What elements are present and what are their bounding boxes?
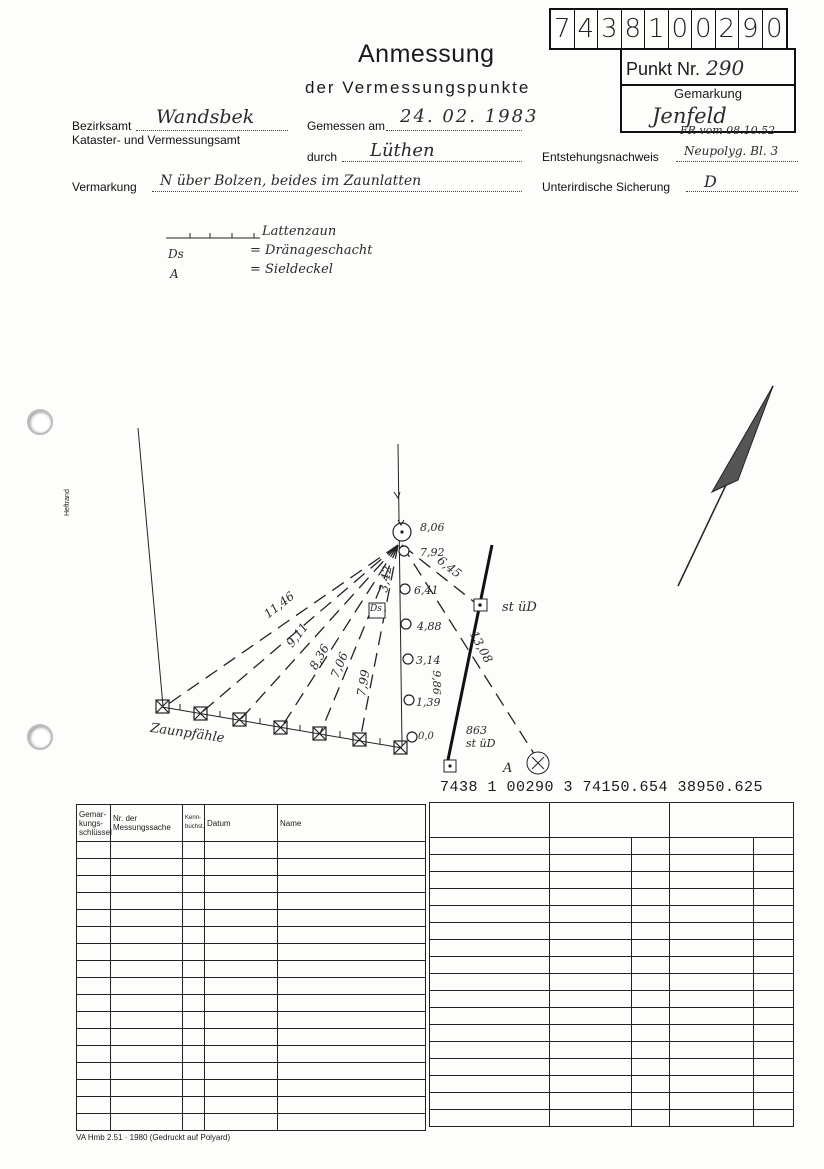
- sicherung-value: D: [704, 172, 717, 191]
- id-digit: 0: [669, 10, 693, 48]
- distance-6-45: 6,45: [434, 553, 465, 581]
- table-row: [430, 923, 794, 940]
- id-digit: 7: [551, 10, 575, 48]
- sicherung-label: Unterirdische Sicherung: [542, 180, 671, 194]
- id-digit: 2: [716, 10, 740, 48]
- st-ud-top-label: st üD: [502, 600, 537, 615]
- table-row: [430, 906, 794, 923]
- amt-label: Kataster- und Vermessungsamt: [72, 133, 241, 147]
- legend-symbol-3: A: [170, 267, 179, 281]
- header-name: Name: [278, 805, 426, 842]
- table-row: [430, 1093, 794, 1110]
- table-row: [430, 855, 794, 872]
- durch-label: durch: [307, 150, 338, 164]
- id-digit: 9: [739, 10, 763, 48]
- gemessen-value: 24. 02. 1983: [400, 106, 539, 127]
- a-label: A: [503, 761, 513, 776]
- ds-label: Ds: [370, 604, 382, 614]
- chainage-6: 0,0: [418, 731, 434, 742]
- chainage-3: 4,88: [417, 620, 442, 633]
- id-digit: 8: [622, 10, 646, 48]
- id-digit: 3: [598, 10, 622, 48]
- table-row: [77, 1012, 426, 1029]
- table-row: [77, 842, 426, 859]
- table-row: [77, 1080, 426, 1097]
- gemarkung-value: Jenfeld: [652, 104, 727, 128]
- table-row: [430, 974, 794, 991]
- legend-text-3: = Sieldeckel: [250, 262, 333, 277]
- id-digit: 4: [575, 10, 599, 48]
- table-row: [430, 1059, 794, 1076]
- table-row: [430, 872, 794, 889]
- header-datum: Datum: [205, 805, 278, 842]
- table-row: [77, 995, 426, 1012]
- distance-9-11: 9,11: [283, 620, 312, 650]
- table-row: [430, 957, 794, 974]
- distance-8-36: 8,36: [306, 641, 333, 673]
- chainage-1: 7,92: [420, 546, 445, 559]
- legend-text-1: Lattenzaun: [262, 224, 337, 239]
- table-row: [77, 1063, 426, 1080]
- distance-7-06: 7,06: [327, 649, 351, 681]
- st-ud-bottom-label: 863 st üD: [466, 724, 496, 750]
- table-row: [77, 1114, 426, 1131]
- distance-13-08: 13,08: [466, 628, 496, 666]
- fr-note: FR vom 08.10.52: [680, 124, 776, 137]
- table-row: [430, 1110, 794, 1127]
- id-digit: 0: [692, 10, 716, 48]
- punkt-value: 290: [706, 56, 745, 80]
- table-row: [77, 1097, 426, 1114]
- table-row: [77, 1046, 426, 1063]
- gemessen-label: Gemessen am: [307, 119, 386, 133]
- left-register-table: [76, 804, 426, 1131]
- page-title: Anmessung: [358, 40, 495, 68]
- table-row: [77, 910, 426, 927]
- table-row: [430, 803, 794, 838]
- zaunpfaehle-label: Zaunpfähle: [149, 720, 226, 747]
- id-digit: 0: [765, 14, 783, 44]
- bezirksamt-value: Wandsbek: [156, 106, 255, 128]
- table-row: [430, 1025, 794, 1042]
- heftrand-label: Heftrand: [64, 489, 71, 516]
- entstehung-value: Neupolyg. Bl. 3: [684, 144, 779, 158]
- table-row: [430, 991, 794, 1008]
- distance-7-99: 7,99: [354, 668, 373, 698]
- durch-value: Lüthen: [370, 140, 435, 161]
- chainage-4: 3,14: [416, 654, 441, 667]
- distance-9-86: 9,86: [429, 670, 443, 695]
- punkt-label: Punkt Nr.: [626, 59, 701, 79]
- table-row: [430, 940, 794, 957]
- page-subtitle: der Vermessungspunkte: [305, 78, 531, 97]
- legend-text-2: = Dränageschacht: [250, 243, 373, 258]
- table-row: [77, 876, 426, 893]
- header-gemarkung: Gemar-kungs-schlüssel: [77, 805, 111, 842]
- header-kennbuchst: Kenn-buchst.: [183, 805, 205, 842]
- table-row: [430, 838, 794, 855]
- vermarkung-value: N über Bolzen, beides im Zaunlatten: [160, 173, 422, 189]
- table-row: [77, 859, 426, 876]
- table-row: [77, 927, 426, 944]
- id-digit: 1: [645, 10, 669, 48]
- table-row: [77, 893, 426, 910]
- legend-symbol-2: Ds: [168, 247, 184, 261]
- table-row: [430, 1076, 794, 1093]
- header-messungssache: Nr. der Messungssache: [111, 805, 183, 842]
- distance-11-46: 11,46: [261, 588, 298, 622]
- chainage-2: 6,41: [414, 584, 439, 597]
- footer-note: VA Hmb 2.51 · 1980 (Gedruckt auf Polyard): [76, 1133, 231, 1142]
- table-row: [77, 944, 426, 961]
- table-row: [430, 1042, 794, 1059]
- table-row: [77, 961, 426, 978]
- chainage-0: 8,06: [420, 521, 445, 534]
- distance-3-42: 3,42: [376, 564, 395, 594]
- bezirksamt-label: Bezirksamt: [72, 119, 132, 133]
- table-row: [430, 1008, 794, 1025]
- chainage-5: 1,39: [416, 696, 441, 709]
- gemarkung-label: Gemarkung: [674, 86, 742, 101]
- right-register-table: [429, 802, 794, 1127]
- table-row: [430, 889, 794, 906]
- table-row: [77, 978, 426, 995]
- table-row: [77, 1029, 426, 1046]
- vermarkung-label: Vermarkung: [72, 180, 137, 194]
- coordinate-line: 7438 1 00290 3 74150.654 38950.625: [440, 779, 764, 796]
- entstehung-label: Entstehungsnachweis: [542, 150, 659, 164]
